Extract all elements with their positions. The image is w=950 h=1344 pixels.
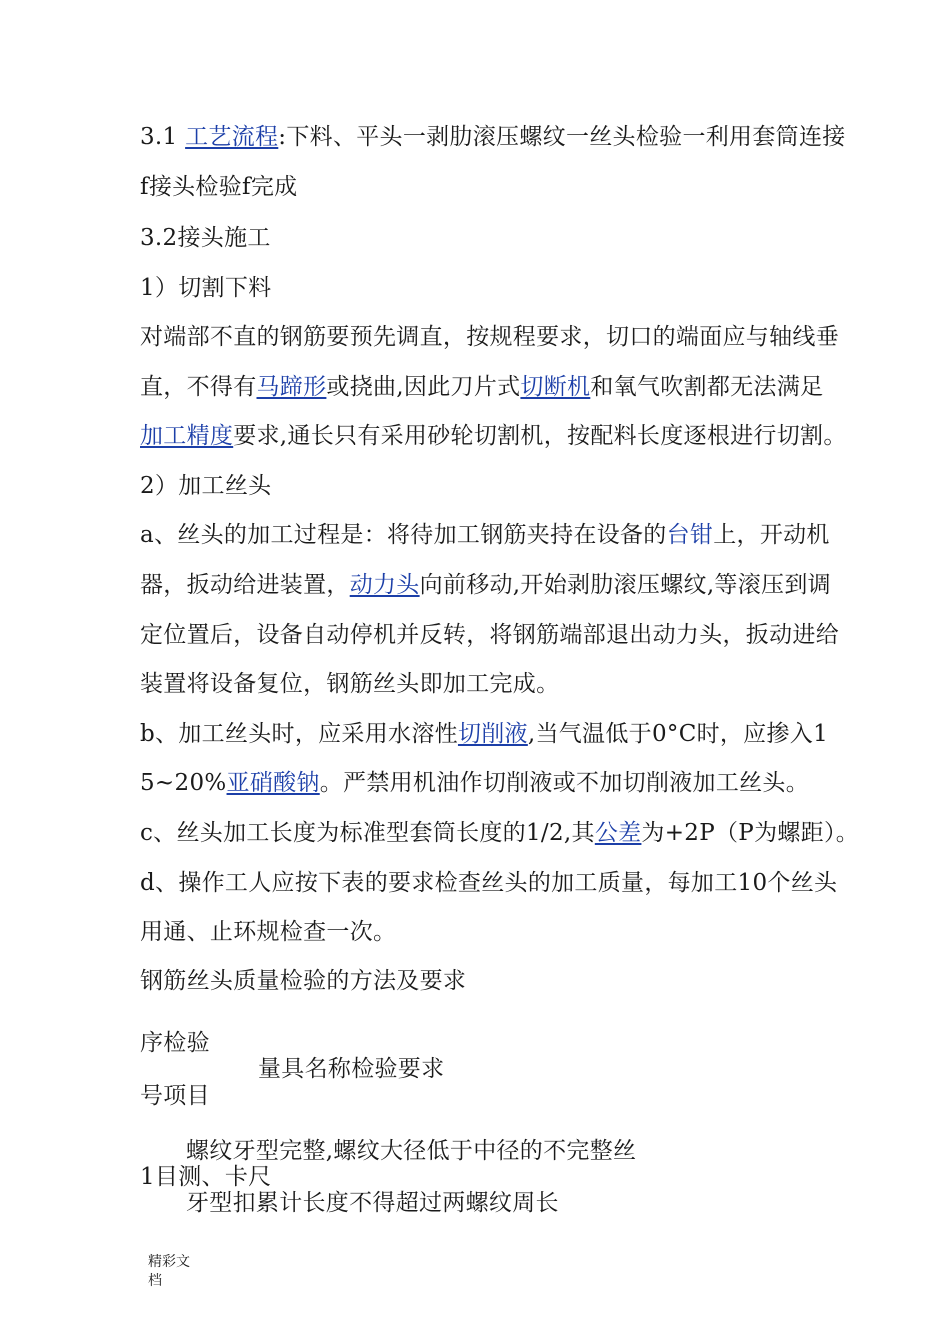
- table-header-col1-line1: 序检验: [140, 1030, 210, 1056]
- item-2-title: 2）加工丝头: [140, 473, 272, 499]
- table-row1-left-cells: 1目测、卡尺: [140, 1164, 272, 1190]
- footer-line2: 档: [148, 1273, 162, 1289]
- link-sodium-nitrite[interactable]: 亚硝酸钠: [226, 770, 320, 796]
- section-3-1-line1: [140, 122, 846, 152]
- text-span: 和氧气吹割都无法满足: [590, 374, 824, 400]
- text-span: 向前移动,开始剥肋滚压螺纹,等滚压到调: [419, 572, 831, 598]
- text-span: 直，不得有: [140, 374, 257, 400]
- table-header-rest: 量具名称检验要求: [258, 1056, 445, 1082]
- footer-line1: 精彩文: [148, 1254, 190, 1270]
- item-2a-line3: 定位置后，设备自动停机并反转，将钢筋端部退出动力头，扳动进给: [140, 622, 839, 648]
- item-1-para-line2: [140, 372, 823, 402]
- link-vise[interactable]: 台钳: [666, 522, 714, 548]
- table-header-col1-line2: 号项目: [140, 1083, 210, 1109]
- text-span: 5~20%: [140, 770, 227, 796]
- item-2a-line1: [140, 520, 830, 550]
- text-span: 上，开动机: [713, 522, 830, 548]
- item-1-para-line3: [140, 421, 847, 451]
- item-1-para-line1: 对端部不直的钢筋要预先调直，按规程要求，切口的端面应与轴线垂: [140, 324, 839, 350]
- item-1-title: 1）切割下料: [140, 275, 272, 301]
- footer-watermark: [148, 1253, 208, 1291]
- item-2b-line1: [140, 719, 828, 749]
- table-row1-requirement-line2: 牙型扣累计长度不得超过两螺纹周长: [186, 1190, 559, 1216]
- text-span: 。严禁用机油作切削液或不加切削液加工丝头。: [319, 770, 810, 796]
- link-horseshoe[interactable]: 马蹄形: [256, 374, 327, 400]
- item-2b-line2: [140, 768, 809, 798]
- item-2a-line4: 装置将设备复位，钢筋丝头即加工完成。: [140, 671, 560, 697]
- text-span: 为+2P（P为螺距）。: [641, 820, 860, 846]
- link-tolerance[interactable]: 公差: [594, 820, 642, 846]
- link-power-head[interactable]: 动力头: [349, 572, 420, 598]
- table-caption: 钢筋丝头质量检验的方法及要求: [140, 968, 467, 994]
- item-2a-line2: [140, 570, 831, 600]
- link-machining-precision[interactable]: 加工精度: [140, 423, 234, 449]
- link-cutting-fluid[interactable]: 切削液: [457, 721, 528, 747]
- item-2d-line2: 用通、止环规检查一次。: [140, 919, 397, 945]
- link-process-flow[interactable]: 工艺流程: [185, 124, 279, 150]
- text-span: b、加工丝头时，应采用水溶性: [140, 721, 458, 747]
- section-3-1-number: 3.1: [140, 124, 186, 150]
- text-span: 要求,通长只有采用砂轮切割机，按配料长度逐根进行切割。: [233, 423, 847, 449]
- section-3-2-heading: 3.2接头施工: [140, 225, 271, 251]
- item-2c-line1: [140, 818, 859, 848]
- text-span: 或挠曲,因此刀片式: [326, 374, 521, 400]
- section-3-1-line2: f接头检验f完成: [140, 174, 298, 200]
- text-span: c、丝头加工长度为标准型套筒长度的1/2,其: [140, 820, 595, 846]
- text-span: ,当气温低于0°C时，应掺入1: [527, 721, 829, 747]
- text-span: a、丝头的加工过程是：将待加工钢筋夹持在设备的: [140, 522, 667, 548]
- table-row1-requirement-line1: 螺纹牙型完整,螺纹大径低于中径的不完整丝: [186, 1138, 637, 1164]
- link-cutting-machine[interactable]: 切断机: [520, 374, 591, 400]
- item-2d-line1: d、操作工人应按下表的要求检查丝头的加工质量，每加工10个丝头: [140, 870, 838, 896]
- text-span: 器，扳动给进装置，: [140, 572, 350, 598]
- section-3-1-text: :下料、平头一剥肋滚压螺纹一丝头检验一利用套筒连接: [278, 124, 846, 150]
